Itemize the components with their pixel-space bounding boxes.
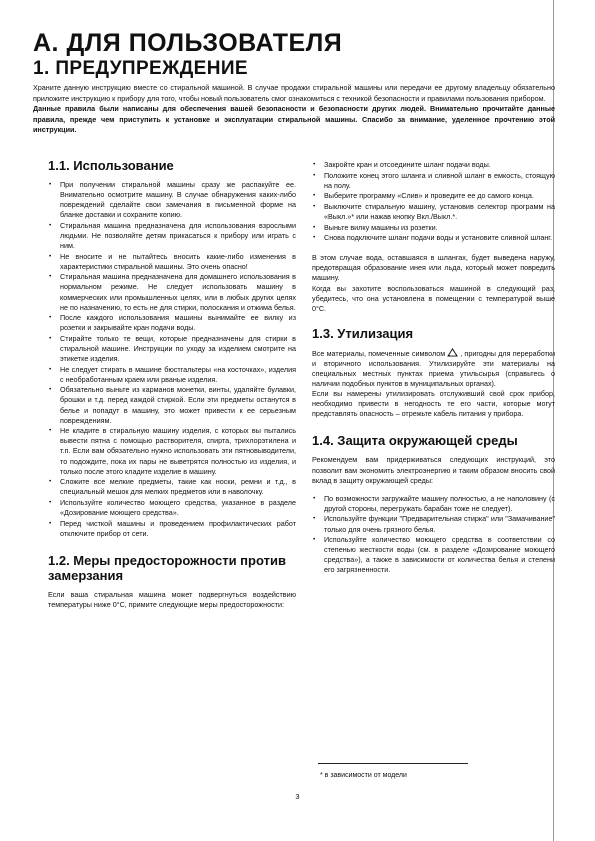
page-number: 3 xyxy=(295,792,300,801)
list-item: • По возможности загружайте машину полностью, а не наполовину (с другой стороны, перегружать барабан тоже не следует). xyxy=(312,494,555,514)
section-title-disposal: 1.3. Утилизация xyxy=(312,325,414,341)
right-column xyxy=(312,160,555,576)
section-title-environment: 1.4. Защита окружающей среды xyxy=(312,433,518,449)
usage-list xyxy=(48,180,296,539)
warning-heading: 1. ПРЕДУПРЕЖДЕНИЕ xyxy=(33,58,248,79)
footnote-divider xyxy=(318,763,468,764)
intro-bold-text: Данные правила были написаны для обеспечения вашей безопасности и безопасности других людей. Внимательно прочитайте данные правила, прежде чем приступить к установке и эксплуатации стиральной машины. Спасибо за внимание, уделенное прочтению этой инструкции. xyxy=(33,104,555,135)
frost-steps-list xyxy=(312,160,555,243)
list-item: • Используйте функции "Предварительная стирка" или "Замачивание" только для очень грязного белья. xyxy=(312,514,555,534)
frost-note-2: Когда вы захотите воспользоваться машиной в следующий раз, убедитесь, что она установлена в помещении с температурой выше 0°C. xyxy=(312,283,555,313)
list-item: • Не вносите и не пытайтесь вносить какие-либо изменения в характеристики стиральной машины. Это очень опасно! xyxy=(48,252,296,272)
list-item: • Стиральная машина предназначена для домашнего использования в нормальном режиме. Не следует использовать машину в коммерческих или промышленных целях, или в любых других целях не по назначению, то есть не для стирки, полоскания и отжима белья. xyxy=(48,272,296,312)
frost-intro-text: Если ваша стиральная машина может подвергнуться воздействию температуры ниже 0°C, примите следующие меры предосторожности: xyxy=(48,589,296,609)
list-item: • При получении стиральной машины сразу же распакуйте ее. Внимательно осмотрите машину. В случае обнаружения каких-либо повреждений сделайте свои замечания в письменной форме на бланке доставки и сохраните копию. xyxy=(48,180,296,220)
list-item: • Не кладите в стиральную машину изделия, с которых вы пытались вывести пятна с помощью растворителя, спирта, трихлорэтилена и т.п. Если вам обязательно нужно использовать эти пятновыводители, то подождите, пока их пары не выветрятся полностью из изделия, и только после этого кладите изделие в машину. xyxy=(48,426,296,476)
section-title-frost: 1.2. Меры предосторожности против замерзания xyxy=(48,552,286,583)
list-item: • Выключите стиральную машину, установив селектор программ на «Выкл.»* или нажав кнопку Вкл./Выкл.*. xyxy=(312,202,555,222)
list-item: • Используйте количество моющего средства, указанное в разделе «Дозирование моющего средства». xyxy=(48,498,296,518)
intro-block xyxy=(33,83,555,136)
intro-text: Храните данную инструкцию вместе со стиральной машиной. В случае продажи стиральной машины или передачи ее другому владельцу обязательно приложите инструкцию к прибору для того, чтобы новый пользователь смог ознакомиться с техникой безопасности и правилами пользования прибором. xyxy=(33,83,555,103)
list-item: • Стирайте только те вещи, которые предназначены для стирки в стиральной машине. Инструкции по уходу за изделием смотрите на этикетке изделия. xyxy=(48,334,296,364)
section-title-usage: 1.1. Использование xyxy=(48,158,174,173)
list-item: • Сложите все мелкие предметы, такие как носки, ремни и т.д., в специальный мешок для мелких предметов или в наволочку. xyxy=(48,477,296,497)
list-item: • Обязательно выньте из карманов монетки, винты, удаляйте булавки, брошки и т.д. перед каждой стиркой. Если эти предметы останутся в белье и попадут в машину, это может привести к ее серьезным повреждениям. xyxy=(48,385,296,425)
list-item: • Перед чисткой машины и проведением профилактических работ отключите прибор от сети. xyxy=(48,519,296,539)
list-item: • После каждого использования машины вынимайте ее вилку из розетки и закрывайте кран подачи воды. xyxy=(48,313,296,333)
left-column xyxy=(48,158,296,610)
disposal-text xyxy=(312,348,555,389)
list-item: • Выньте вилку машины из розетки. xyxy=(312,223,555,233)
environment-list xyxy=(312,494,555,576)
list-item: • Снова подключите шланг подачи воды и установите сливной шланг. xyxy=(312,233,555,243)
list-item: • Не следует стирать в машине бюстгальтеры «на косточках», изделия с необработанным краем или рваные изделия. xyxy=(48,365,296,385)
environment-intro-text: Рекомендуем вам придерживаться следующих инструкций, это позволит вам экономить электроэнергию и таким образом вносить свой вклад в защиту окружающей среды: xyxy=(312,455,555,485)
disposal-text-2: Если вы намерены утилизировать отслуживший свой срок прибор, необходимо привести в негодность те его части, которые могут представлять опасность – отрежьте кабель питания у прибора. xyxy=(312,389,555,419)
list-item: • Положите конец этого шланга и сливной шланг в емкость, стоящую на полу. xyxy=(312,171,555,191)
list-item: • Закройте кран и отсоедините шланг подачи воды. xyxy=(312,160,555,170)
list-item: • Стиральная машина предназначена для использования взрослыми людьми. Не позволяйте детям прикасаться к прибору или играть с ним. xyxy=(48,221,296,251)
list-item: • Используйте количество моющего средства в соответствии со степенью жесткости воды (см. в разделе «Дозирование моющего средства»), а также в зависимости от количества белья и степени его загрязненности. xyxy=(312,535,555,575)
list-item: • Выберите программу «Слив» и проведите ее до самого конца. xyxy=(312,191,555,201)
disposal-text-start: Все материалы, помеченные символом xyxy=(312,348,446,358)
footnote: * в зависимости от модели xyxy=(320,772,407,779)
frost-note-1: В этом случае вода, оставшаяся в шлангах, будет выведена наружу, предотвращая образование инея или льда, который может повредить машину. xyxy=(312,253,555,283)
recycle-icon xyxy=(447,348,458,357)
main-heading: А. ДЛЯ ПОЛЬЗОВАТЕЛЯ xyxy=(33,29,343,57)
disposal-text-end: , пригодны для переработки и вторичного использования. Утилизируйте эти материалы на специальных местных пунктах приема утильсырья (справьтесь о наличии подобных пунктов в муниципальных органах). xyxy=(312,348,555,389)
